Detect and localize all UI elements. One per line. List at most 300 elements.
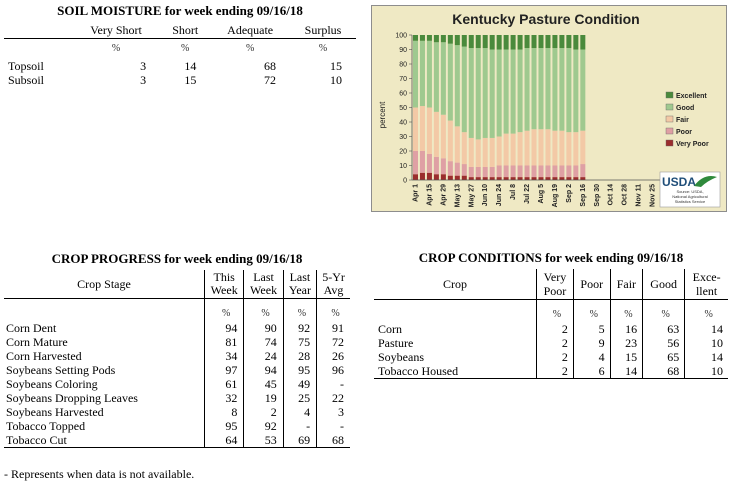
bar-segment — [532, 166, 537, 178]
header-line: Exce- — [692, 270, 721, 284]
progress-header-last-year — [283, 270, 316, 299]
y-tick-label: 80 — [399, 61, 407, 69]
cell-value: 91 — [317, 321, 350, 335]
cell-value: 19 — [244, 391, 283, 405]
row-label: Corn Dent — [6, 321, 57, 335]
bar-segment — [427, 108, 432, 154]
bar-segment — [504, 166, 509, 178]
cell-value: 14 — [610, 364, 642, 379]
bar-segment — [462, 164, 467, 176]
pasture-condition-chart — [371, 5, 727, 212]
logo-source-line: National Agricultural — [672, 194, 708, 199]
bar-segment — [518, 132, 523, 165]
table-row — [4, 335, 350, 349]
header-line: Very — [543, 270, 567, 284]
usda-logo — [660, 172, 720, 207]
row-label: Soybeans Coloring — [6, 377, 98, 391]
bar-segment — [413, 108, 418, 152]
bar-segment — [469, 167, 474, 177]
cell-value: 94 — [244, 363, 283, 377]
bar-segment — [455, 35, 460, 45]
header-line: Year — [288, 283, 311, 297]
x-tick-label: Jul 8 — [510, 184, 518, 200]
bar-segment — [511, 134, 516, 166]
cell-value: 15 — [184, 73, 197, 87]
cell-value: 95 — [283, 363, 316, 377]
y-tick-label: 40 — [399, 119, 407, 127]
bar-segment — [469, 35, 474, 48]
progress-header-stage: Crop Stage — [4, 270, 205, 299]
progress-header-row — [4, 270, 350, 299]
table-row — [4, 349, 350, 363]
x-tick-label: Oct 28 — [621, 184, 629, 206]
cell-value: 5 — [573, 322, 610, 336]
unit-label: % — [244, 299, 283, 322]
bar-segment — [511, 50, 516, 134]
bar-segment — [434, 157, 439, 174]
bar-segment — [525, 48, 530, 131]
cell-value: 28 — [283, 349, 316, 363]
header-line: This — [213, 270, 235, 284]
row-label: Corn Harvested — [6, 349, 82, 363]
row-label: Topsoil — [8, 59, 44, 73]
bar-segment — [573, 132, 578, 165]
x-tick-label: Apr 15 — [426, 184, 434, 206]
cell-value: 49 — [283, 377, 316, 391]
table-row — [4, 419, 350, 433]
legend-entry: Fair — [676, 117, 689, 124]
cell-value: 23 — [610, 336, 642, 350]
bar-segment — [420, 173, 425, 180]
bar-segment — [538, 129, 543, 165]
cell-value: 68 — [264, 59, 276, 73]
bar-segment — [566, 132, 571, 165]
bar-segment — [413, 174, 418, 180]
legend-entry: Very Poor — [676, 141, 709, 148]
row-label: Tobacco Cut — [4, 433, 205, 448]
cell-value: 25 — [283, 391, 316, 405]
bar-segment — [413, 151, 418, 174]
progress-header-5yr-avg — [317, 270, 350, 299]
row-label: Soybeans Dropping Leaves — [6, 391, 138, 405]
bar-segment — [580, 50, 585, 131]
bar-segment — [413, 35, 418, 41]
cell-value: 6 — [573, 364, 610, 379]
bar-segment — [455, 163, 460, 176]
y-tick-label: 60 — [399, 90, 407, 98]
soil-header-surplus: Surplus — [290, 22, 356, 39]
cell-value: 3 — [140, 73, 147, 87]
cell-value: 45 — [244, 377, 283, 391]
bar-segment — [573, 35, 578, 50]
bar-segment — [413, 41, 418, 108]
table-row — [4, 321, 350, 335]
header-line: Fair — [616, 277, 637, 291]
y-tick-label: 100 — [395, 32, 407, 40]
cell-value: 10 — [685, 364, 728, 379]
x-tick-label: Sep 30 — [593, 184, 601, 207]
soil-header-blank — [4, 22, 72, 39]
cell-value: 24 — [244, 349, 283, 363]
conditions-header-poor — [573, 269, 610, 300]
table-row — [4, 363, 350, 377]
cell-value: 81 — [205, 335, 244, 349]
bar-segment — [511, 35, 516, 50]
cell-value: 94 — [205, 321, 244, 335]
bar-segment — [566, 166, 571, 178]
bar-segment — [538, 177, 543, 180]
y-tick-label: 0 — [403, 177, 407, 185]
bar-segment — [476, 139, 481, 167]
cell-value: 56 — [643, 336, 685, 350]
cell-value: 2 — [537, 336, 574, 350]
cell-value: 14 — [685, 322, 728, 336]
header-line: Poor — [580, 277, 604, 291]
cell-value: 95 — [205, 419, 244, 433]
progress-header-last-week — [244, 270, 283, 299]
bar-segment — [476, 177, 481, 180]
bar-segment — [545, 166, 550, 178]
bar-segment — [455, 45, 460, 126]
bar-segment — [552, 131, 557, 166]
bar-segment — [497, 166, 502, 178]
bar-segment — [504, 177, 509, 180]
soil-header-short: Short — [160, 22, 210, 39]
cell-value: 65 — [643, 350, 685, 364]
bar-segment — [427, 173, 432, 180]
unit-label: % — [283, 299, 316, 322]
table-row — [4, 391, 350, 405]
cell-value: 2 — [537, 350, 574, 364]
cell-value: 90 — [244, 321, 283, 335]
bar-segment — [580, 131, 585, 164]
bar-segment — [420, 106, 425, 151]
y-tick-label: 70 — [399, 76, 407, 83]
row-label: Soybeans — [378, 350, 424, 364]
x-tick-label: Jun 10 — [482, 184, 490, 207]
chart-legend — [663, 91, 720, 153]
bar-segment — [532, 177, 537, 180]
bar-segment — [483, 138, 488, 167]
header-line: 5-Yr — [322, 270, 345, 284]
x-tick-label: Nov 25 — [649, 184, 657, 207]
conditions-unit-row — [374, 300, 728, 323]
bar-segment — [518, 166, 523, 178]
cell-value: 2 — [537, 364, 574, 379]
bar-segment — [504, 35, 509, 50]
cell-value: 3 — [140, 59, 147, 73]
bar-segment — [448, 44, 453, 121]
cell-value: 15 — [610, 350, 642, 364]
bar-segment — [532, 129, 537, 165]
bar-segment — [434, 174, 439, 180]
chart-title: Kentucky Pasture Condition — [452, 11, 640, 27]
bar-segment — [497, 50, 502, 137]
bar-segment — [545, 48, 550, 129]
soil-header-very-short: Very Short — [72, 22, 160, 39]
crop-conditions-title: CROP CONDITIONS for week ending 09/16/18 — [418, 250, 684, 265]
bar-segment — [490, 167, 495, 177]
x-tick-label: Apr 29 — [440, 184, 448, 206]
x-tick-label: Sep 2 — [565, 184, 573, 203]
table-row — [374, 350, 728, 364]
bar-segment — [580, 35, 585, 50]
bar-segment — [504, 134, 509, 166]
bar-segment — [518, 177, 523, 180]
bar-segment — [532, 35, 537, 48]
legend-swatch — [666, 104, 673, 110]
cell-value: 63 — [643, 322, 685, 336]
bar-segment — [566, 35, 571, 48]
conditions-header-row — [374, 269, 728, 300]
row-label: Tobacco Housed — [374, 364, 537, 379]
crop-progress-table — [4, 270, 350, 448]
cell-value: 16 — [610, 322, 642, 336]
unit-label: % — [685, 300, 728, 323]
cell-value: - — [317, 419, 350, 433]
table-row — [4, 59, 356, 73]
cell-value: 22 — [317, 391, 350, 405]
bar-segment — [518, 50, 523, 133]
bar-segment — [504, 50, 509, 134]
bar-segment — [448, 161, 453, 176]
cell-value: 97 — [205, 363, 244, 377]
bar-segment — [518, 35, 523, 50]
cell-value: 9 — [573, 336, 610, 350]
bar-segment — [545, 35, 550, 48]
cell-value: 53 — [244, 433, 283, 448]
bar-segment — [511, 166, 516, 178]
bar-segment — [427, 154, 432, 173]
bar-segment — [566, 177, 571, 180]
bar-segment — [420, 151, 425, 173]
x-tick-label: Jun 24 — [496, 184, 504, 207]
row-label: Pasture — [378, 336, 414, 350]
header-line: Good — [650, 277, 677, 291]
cell-value: 69 — [283, 433, 316, 448]
bar-segment — [448, 176, 453, 180]
soil-unit-row — [4, 39, 356, 60]
cell-value: 75 — [283, 335, 316, 349]
x-tick-label: Sep 16 — [579, 184, 587, 207]
cell-value: 4 — [573, 350, 610, 364]
x-tick-label: Nov 11 — [635, 184, 643, 207]
y-axis-label: percent — [378, 101, 387, 129]
bar-segment — [455, 126, 460, 162]
cell-value: 72 — [317, 335, 350, 349]
bar-segment — [559, 48, 564, 131]
legend-swatch — [666, 128, 673, 134]
bar-segment — [469, 48, 474, 138]
bar-segment — [511, 177, 516, 180]
bar-segment — [427, 35, 432, 41]
cell-value: 2 — [537, 322, 574, 336]
cell-value: 68 — [643, 364, 685, 379]
bar-segment — [455, 176, 460, 180]
bar-segment — [497, 177, 502, 180]
bar-segment — [580, 164, 585, 177]
bar-segment — [490, 35, 495, 50]
header-line: llent — [695, 284, 718, 298]
conditions-header-good — [643, 269, 685, 300]
cell-value: 8 — [205, 405, 244, 419]
cell-value: 32 — [205, 391, 244, 405]
unit-label: % — [573, 300, 610, 323]
table-row — [374, 336, 728, 350]
bar-segment — [476, 48, 481, 139]
bar-segment — [497, 137, 502, 166]
cell-value: 4 — [283, 405, 316, 419]
bar-segment — [525, 177, 530, 180]
bar-segment — [559, 131, 564, 166]
y-tick-label: 30 — [399, 134, 407, 141]
table-row — [4, 73, 356, 87]
y-tick-label: 20 — [399, 148, 407, 156]
cell-value: 92 — [244, 419, 283, 433]
row-label: Corn Mature — [6, 335, 68, 349]
y-tick-label: 10 — [399, 163, 407, 170]
bar-segment — [573, 177, 578, 180]
unit-label: % — [610, 300, 642, 323]
bar-segment — [490, 177, 495, 180]
bar-segment — [434, 112, 439, 157]
x-tick-label: Aug 19 — [551, 184, 559, 208]
bar-segment — [441, 35, 446, 42]
header-line: Week — [250, 283, 278, 297]
cell-value: 74 — [244, 335, 283, 349]
unit-label: % — [317, 299, 350, 322]
cell-value: - — [283, 419, 316, 433]
y-tick-label: 50 — [399, 105, 407, 112]
bar-segment — [441, 174, 446, 180]
bar-segment — [490, 138, 495, 167]
cell-value: 10 — [330, 73, 342, 87]
bar-segment — [580, 177, 585, 180]
bar-segment — [490, 50, 495, 138]
crop-conditions-table — [374, 269, 728, 379]
conditions-header-excellent — [685, 269, 728, 300]
bar-segment — [462, 176, 467, 180]
progress-header-this-week — [205, 270, 244, 299]
x-tick-label: Jul 22 — [524, 184, 532, 204]
conditions-header-fair — [610, 269, 642, 300]
x-tick-label: Oct 14 — [607, 183, 615, 206]
table-row — [374, 322, 728, 336]
table-row — [4, 433, 350, 448]
progress-unit-row — [4, 299, 350, 322]
legend-swatch — [666, 140, 673, 146]
bar-segment — [552, 177, 557, 180]
cell-value: 2 — [244, 405, 283, 419]
bar-segment — [420, 35, 425, 41]
bar-segment — [525, 131, 530, 166]
bar-segment — [469, 138, 474, 167]
unit-label: % — [181, 43, 190, 54]
bar-segment — [469, 177, 474, 180]
bar-segment — [538, 35, 543, 48]
legend-entry: Good — [676, 105, 695, 112]
bar-segment — [427, 41, 432, 108]
logo-source-line: Source: USDA, — [676, 189, 704, 194]
bar-segment — [434, 35, 439, 42]
row-label: Tobacco Topped — [6, 419, 86, 433]
bar-segment — [441, 158, 446, 174]
bar-segment — [559, 177, 564, 180]
usda-logo-text: USDA — [662, 175, 697, 189]
crop-progress-title: CROP PROGRESS for week ending 09/16/18 — [51, 251, 303, 266]
bar-segment — [559, 35, 564, 48]
unit-label: % — [111, 43, 121, 54]
unit-label: % — [537, 300, 574, 323]
header-line: Week — [210, 283, 238, 297]
unit-label: % — [643, 300, 685, 323]
x-tick-label: Aug 5 — [537, 184, 545, 204]
bar-segment — [448, 35, 453, 44]
unit-label: % — [318, 43, 328, 54]
cell-value: 64 — [205, 433, 244, 448]
x-tick-label: Apr 1 — [412, 184, 420, 202]
table-row — [4, 377, 350, 391]
cell-value: 14 — [184, 59, 197, 73]
soil-header-row — [4, 22, 356, 39]
bar-segment — [483, 35, 488, 48]
bar-segment — [538, 48, 543, 129]
header-line: Poor — [543, 284, 567, 298]
cell-value: 96 — [317, 363, 350, 377]
bar-segment — [545, 177, 550, 180]
header-line: Avg — [323, 283, 344, 297]
bar-segment — [545, 129, 550, 165]
header-line: Last — [253, 270, 274, 284]
row-label: Subsoil — [8, 73, 45, 87]
cell-value: 34 — [205, 349, 244, 363]
cell-value: 72 — [264, 73, 276, 87]
row-label: Soybeans Harvested — [6, 405, 104, 419]
cell-value: 68 — [317, 433, 350, 448]
table-row — [374, 364, 728, 379]
cell-value: 61 — [205, 377, 244, 391]
unit-label: % — [205, 299, 244, 322]
bar-segment — [483, 177, 488, 180]
cell-value: 15 — [330, 59, 342, 73]
conditions-header-very-poor — [537, 269, 574, 300]
legend-swatch — [666, 116, 673, 122]
bar-segment — [525, 166, 530, 178]
bar-segment — [525, 35, 530, 48]
cell-value: 92 — [283, 321, 316, 335]
unit-label: % — [245, 43, 255, 54]
soil-moisture-table — [4, 22, 356, 87]
cell-value: 3 — [317, 405, 350, 419]
bar-segment — [483, 48, 488, 138]
bar-segment — [462, 47, 467, 133]
footnote: - Represents when data is not available. — [4, 467, 195, 481]
bar-segment — [573, 50, 578, 133]
soil-header-adequate: Adequate — [210, 22, 290, 39]
bar-segment — [441, 115, 446, 159]
table-row — [4, 405, 350, 419]
bar-segment — [462, 35, 467, 47]
cell-value: 14 — [685, 350, 728, 364]
bar-segment — [483, 167, 488, 177]
logo-source-line: Statistics Service — [674, 199, 706, 204]
bar-segment — [566, 48, 571, 132]
bar-segment — [573, 166, 578, 178]
bar-segment — [559, 166, 564, 178]
bar-segment — [476, 167, 481, 177]
bar-segment — [532, 48, 537, 129]
bar-segment — [448, 121, 453, 162]
